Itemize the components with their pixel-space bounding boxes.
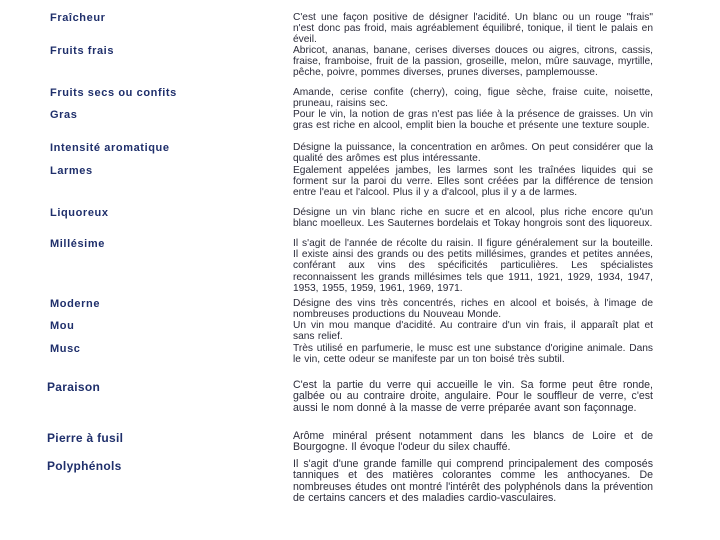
glossary-definition: Un vin mou manque d'acidité. Au contraire d'un vin frais, il apparaît plat et sans relief. [293,320,653,343]
glossary-definition: Il s'agit d'une grande famille qui comprend principalement des composés tanniques et des matières colorantes comme les anthocyanes. De nombreuses études ont montré l'intérêt des polyphénols dans la prévention de certains cancers et des maladies cardio-vasculaires. [293,458,653,505]
glossary-definition: Désigne des vins très concentrés, riches en alcool et boisés, à l'image de nombreuses productions du Nouveau Monde. [293,298,653,321]
glossary-definition: Désigne la puissance, la concentration en arômes. On peut considérer que la qualité des arômes est plus intéressante. [293,142,653,165]
glossary-term: Mou [50,320,75,332]
glossary-definition: Arôme minéral présent notamment dans les blancs de Loire et de Bourgogne. Il évoque l'odeur du silex chauffé. [293,430,653,454]
glossary-term: Moderne [50,298,101,310]
glossary-term: Gras [50,109,78,121]
glossary-definition: Il s'agit de l'année de récolte du raisin. Il figure généralement sur la bouteille. Il existe ainsi des grands ou des petits millésimes, grandes et petites années, conférant aux vins des spécificités particulières. Les spécialistes reconnaissent les grands millésimes tels que 1911, 1921, 1929, 1934, 1947, 1953, 1955, 1959, 1961, 1969, 1971. [293,238,653,294]
glossary-term: Polyphénols [47,459,122,473]
glossary-term: Pierre à fusil [47,431,124,445]
glossary-definition: Très utilisé en parfumerie, le musc est une substance d'origine animale. Dans le vin, cette odeur se manifeste par un ton boisé très subtil. [293,343,653,366]
glossary-term: Millésime [50,238,105,250]
glossary-term: Liquoreux [50,207,109,219]
glossary-term: Fruits secs ou confits [50,87,177,99]
glossary-term: Musc [50,343,81,355]
glossary-definition: Abricot, ananas, banane, cerises diverses douces ou aigres, citrons, cassis, fraise, framboise, fruit de la passion, groseille, melon, mûre sauvage, myrtille, pêche, poivre, pommes diverses, prunes diverses, pamplemousse. [293,45,653,79]
glossary-definition: C'est la partie du verre qui accueille le vin. Sa forme peut être ronde, galbée ou au contraire droite, angulaire. Pour le souffleur de verre, c'est aussi le nom donné à la masse de verre préparée avant son façonnage. [293,379,653,414]
glossary-term: Larmes [50,165,93,177]
glossary-term: Paraison [47,380,101,394]
glossary-definition: C'est une façon positive de désigner l'acidité. Un blanc ou un rouge "frais" n'est donc pas froid, mais agréablement équilibré, tonique, il tient le palais en éveil. [293,12,653,46]
glossary-term: Intensité aromatique [50,142,170,154]
glossary-term: Fraîcheur [50,12,106,24]
glossary-definition: Amande, cerise confite (cherry), coing, figue sèche, fraise cuite, noisette, pruneau, raisins sec. [293,87,653,110]
glossary-definition: Désigne un vin blanc riche en sucre et en alcool, plus riche encore qu'un blanc moelleux. Les Sauternes bordelais et Tokay hongrois sont des liquoreux. [293,207,653,230]
glossary-definition: Egalement appelées jambes, les larmes sont les traînées liquides qui se forment sur la paroi du verre. Elles sont créées par la différence de tension entre l'eau et l'alcool. Plus il y a d'alcool, plus il y a de larmes. [293,165,653,199]
glossary-definition: Pour le vin, la notion de gras n'est pas liée à la présence de graisses. Un vin gras est riche en alcool, emplit bien la bouche et présente une texture souple. [293,109,653,132]
glossary-term: Fruits frais [50,45,115,57]
